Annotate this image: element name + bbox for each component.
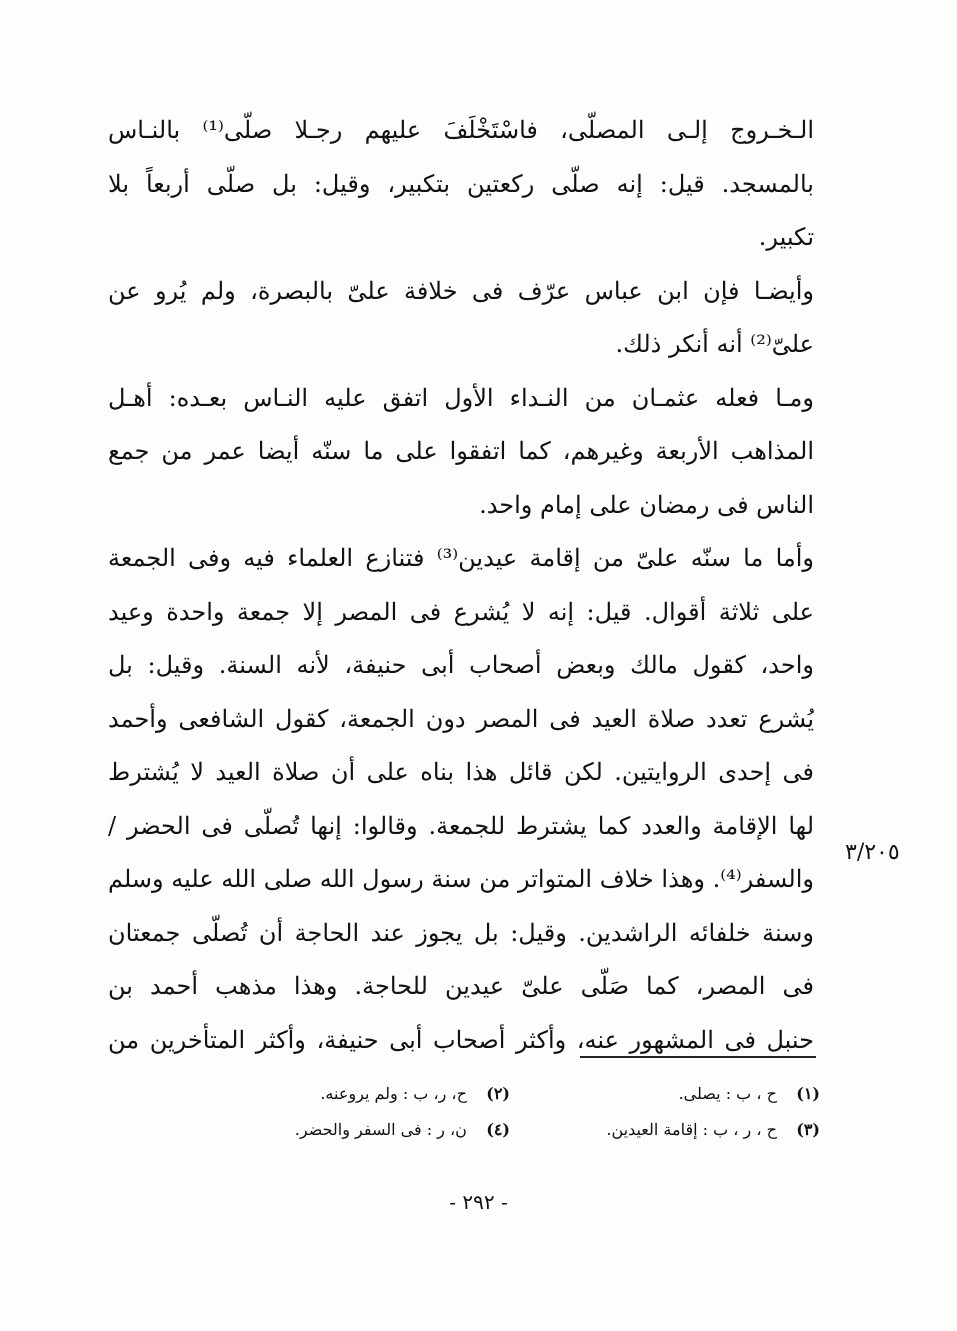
footnote-4 bbox=[200, 1112, 510, 1148]
page-number: - ٢٩٢ - bbox=[449, 1190, 508, 1214]
text-line-6: ومـا فعله عثمـان من النـداء الأول اتفق عليه النـاس بعـده: أهـل bbox=[108, 383, 814, 412]
text-line-2: بالمسجد. قيل: إنه صلّى ركعتين بتكبير، وقيل: بل صلّى أربعاً بلا bbox=[108, 169, 814, 198]
text-line-13: فى إحدى الروايتين. لكن قائل هذا بناه على أن صلاة العيد لا يُشترط bbox=[108, 758, 814, 786]
text-line-3: تكبير. bbox=[758, 223, 814, 251]
footnote-row bbox=[200, 1076, 820, 1112]
text-line-1: الـخـروج إلـى المصلّى، فاسْتَخْلَفَ عليهم رجـلا صلّى⁽¹⁾ بالنـاس bbox=[108, 116, 814, 144]
footnotes bbox=[200, 1076, 820, 1148]
text-line-17: فى المصر، كما صَلّى علىّ عيدين للحاجة. وهذا مذهب أحمد بن bbox=[108, 972, 814, 1000]
footnote-text: ح، ر، ب : ولم يروعنه. bbox=[320, 1084, 467, 1103]
text-line-12: يُشرع تعدد صلاة العيد فى المصر دون الجمعة، كقول الشافعى وأحمد bbox=[108, 704, 814, 733]
footnote-number: (٢) bbox=[486, 1084, 510, 1103]
text-line-18: حنبل فى المشهور عنه، وأكثر أصحاب أبى حنيفة، وأكثر المتأخرين من bbox=[108, 1025, 814, 1054]
footnote-text: ن، ر : فى السفر والحضر. bbox=[294, 1120, 467, 1139]
footnote-2 bbox=[200, 1076, 510, 1112]
main-text bbox=[108, 104, 814, 1067]
text-line-7: المذاهب الأربعة وغيرهم، كما اتفقوا على ما سنّه أيضا عمر من جمع bbox=[108, 437, 814, 465]
footnote-3 bbox=[510, 1112, 820, 1148]
text-line-14: لها الإقامة والعدد كما يشترط للجمعة. وقالوا: إنها تُصلّى فى الحضر / bbox=[108, 811, 814, 840]
footnote-number: (٣) bbox=[796, 1120, 820, 1139]
text-line-8: الناس فى رمضان على إمام واحد. bbox=[479, 490, 814, 519]
text-line-4: وأيضـا فإن ابن عباس عرّف فى خلافة علىّ بالبصرة، ولم يُرو عن bbox=[108, 276, 814, 305]
footnote-text: ح ، ر ، ب : إقامة العيدين. bbox=[606, 1120, 777, 1139]
footnote-number: (١) bbox=[796, 1084, 820, 1103]
text-line-10: على ثلاثة أقوال. قيل: إنه لا يُشرع فى المصر إلا جمعة واحدة وعيد bbox=[108, 597, 814, 626]
text-line-5: علىّ⁽²⁾ أنه أنكر ذلك. bbox=[615, 330, 814, 358]
footnote-row bbox=[200, 1112, 820, 1148]
footnote-divider bbox=[580, 1056, 816, 1058]
text-line-16: وسنة خلفائه الراشدين. وقيل: بل يجوز عند الحاجة أن تُصلّى جمعتان bbox=[108, 918, 814, 947]
text-line-9: وأما ما سنّه علىّ من إقامة عيدين⁽³⁾ فتنازع العلماء فيه وفى الجمعة bbox=[108, 544, 814, 572]
footnote-1 bbox=[510, 1076, 820, 1112]
text-line-15: والسفر⁽⁴⁾. وهذا خلاف المتواتر من سنة رسول الله صلى الله عليه وسلم bbox=[108, 865, 814, 893]
footnote-number: (٤) bbox=[486, 1120, 510, 1139]
footnote-text: ح ، ب : يصلى. bbox=[678, 1084, 777, 1103]
text-line-11: واحد، كقول مالك وبعض أصحاب أبى حنيفة، لأنه السنة. وقيل: بل bbox=[108, 651, 814, 679]
margin-reference: ٣/٢٠٥ bbox=[845, 840, 900, 865]
